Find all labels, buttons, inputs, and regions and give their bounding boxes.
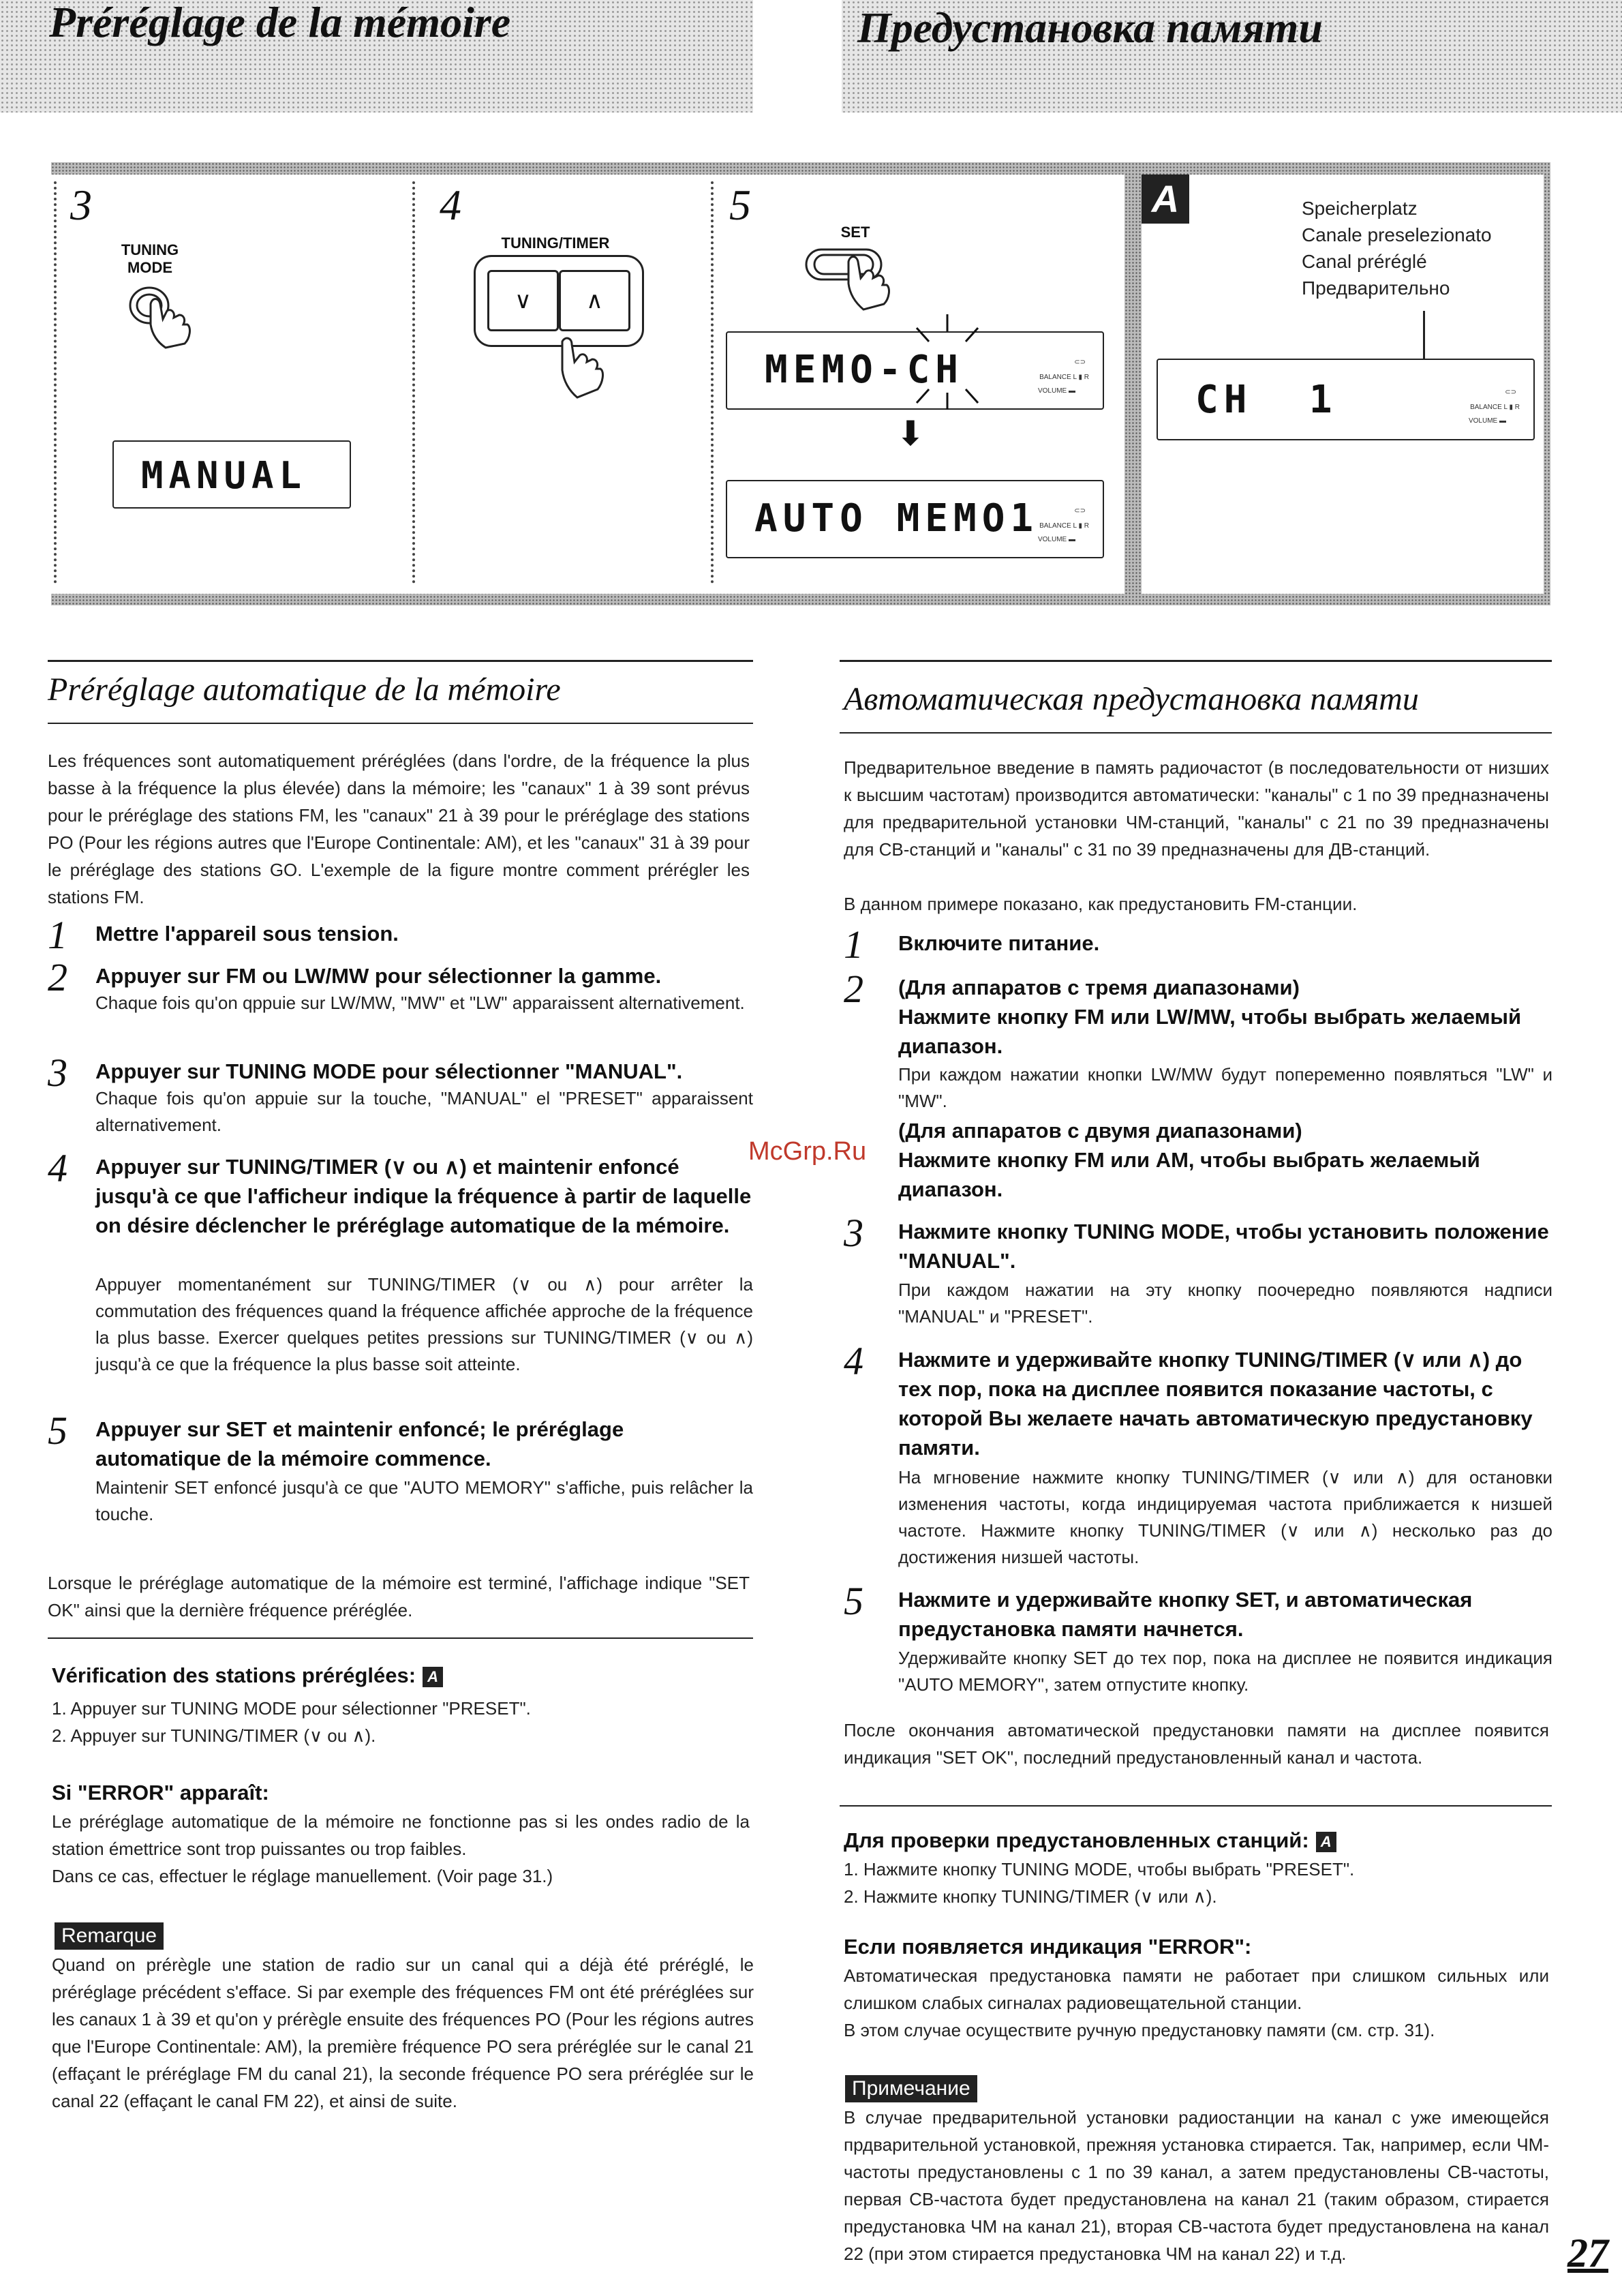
blink-rays-icon (903, 311, 992, 413)
tuning-timer-down-button[interactable] (487, 270, 559, 331)
chevron-down-icon: ∨ (515, 288, 532, 314)
illustration-panel (51, 162, 1550, 605)
lcd-volume: VOLUME ▬ (1037, 387, 1075, 395)
fr-step-4-sub: Appuyer momentanément sur TUNING/TIMER (∨ ou ∧) pour arrêter la commutation des fréquences quand la fréquence affichée approche de la fréquence la plus basse. Exercer quelques petites pressions sur TUNING/TIMER (∨ ou ∧) jusqu'à ce que la fréquence la plus basse soit atteinte. (95, 1274, 753, 1374)
chevron-up-icon: ∧ (586, 288, 603, 314)
panel-a-label-2: Canal préréglé (1302, 251, 1427, 272)
fr-note: Quand on prérègle une station de radio sur un canal qui a déjà été préréglé, le préréglage précédent s'efface. Si par exemple des fréquences FM ont été préréglées sur les canaux 1 à 39 et qu'on y prérègle ensuite des fréquences PO (Pour les régions autres que l'Europe Continentale: AM), la première fréquence PO sera préréglée sur le canal 21 (effaçant le préréglage FM du canal 21), la seconde fréquence PO sera préréglée sur le canal 22 (effaçant le canal FM 22), et ainsi de suite. (52, 1954, 754, 2111)
ru-after: После окончания автоматической предустановки памяти на дисплее появится индикация "SET OK", последний предустановленный канал и частота. (844, 1720, 1549, 1768)
ru-verif-heading (844, 1828, 1336, 1853)
fr-step-4-num: 4 (48, 1146, 67, 1190)
lcd-volume: VOLUME ▬ (1037, 536, 1075, 543)
watermark: McGrp.Ru (748, 1137, 867, 1166)
ru-rule-2 (840, 1805, 1552, 1807)
fr-section-heading: Préréglage automatique de la mémoire (48, 671, 561, 708)
lcd-icon: ⊂⊃ (1074, 507, 1086, 515)
lcd-balance: BALANCE L ▮ R (1039, 522, 1089, 530)
ru-error-heading: Если появляется индикация "ERROR": (844, 1935, 1252, 1959)
ru-note-heading: Примечание (845, 2075, 977, 2102)
fr-verif-2: 2. Appuyer sur TUNING/TIMER (∨ ou ∧). (52, 1725, 376, 1746)
ru-step-4-sub: На мгновение нажмите кнопку TUNING/TIMER (∨ или ∧) для остановки изменения частоты, когда индицируемая частота приближается к низшей частоте. Нажмите кнопку TUNING/TIMER (∨ или ∧) несколько раз до достижения низшей частоты. (898, 1467, 1552, 1567)
ru-step-3-text: Нажмите кнопку TUNING MODE, чтобы установить положение "MANUAL". (898, 1220, 1549, 1273)
ru-top-rule (840, 660, 1552, 662)
ru-step-3-sub: При каждом нажатии на эту кнопку поочередно появляются надписи "MANUAL" и "PRESET". (898, 1280, 1552, 1327)
fr-intro: Les fréquences sont automatiquement préréglées (dans l'ordre, de la fréquence la plus basse à la fréquence la plus élevée) dans la mémoire; les "canaux" 1 à 39 sont prévus pour le préréglage des stations FM, les "canaux" 21 à 39 pour le préréglage des stations PO (Pour les régions autres que l'Europe Continentale: AM), et les "canaux" 31 à 39 pour le préréglage des stations GO. L'exemple de la figure montre comment prérégler les stations FM. (48, 751, 750, 907)
fr-rule-2 (48, 1637, 753, 1639)
ru-step-2-text-b: Нажмите кнопку FM или LW/MW, чтобы выбрать желаемый диапазон. (898, 1005, 1522, 1058)
fr-step-4-text: Appuyer sur TUNING/TIMER (∨ ou ∧) et maintenir enfoncé jusqu'à ce que l'afficheur indique la fréquence à partir de laquelle on désire déclencher le préréglage automatique de la mémoire. (95, 1155, 752, 1237)
ru-step-2-text-c: (Для аппаратов с двумя диапазонами) (898, 1119, 1302, 1143)
ru-verif-2: 2. Нажмите кнопку TUNING/TIMER (∨ или ∧). (844, 1886, 1217, 1907)
lcd-step3-text: MANUAL (141, 454, 307, 497)
fr-step-5-num: 5 (48, 1408, 67, 1453)
lcd-panel-a (1157, 359, 1535, 440)
ru-step-5-num: 5 (844, 1579, 863, 1623)
set-label: SET (840, 224, 870, 241)
fr-step-2-num: 2 (48, 955, 67, 999)
fr-step-5-text: Appuyer sur SET et maintenir enfoncé; le préréglage automatique de la mémoire commence. (95, 1417, 624, 1470)
panel-a-label-1: Canale preselezionato (1302, 224, 1492, 245)
ru-step-1-text: Включите питание. (898, 931, 1100, 955)
ru-verif-heading-text: Для проверки предустановленных станций: (844, 1828, 1309, 1852)
fr-step-1-num: 1 (48, 913, 67, 957)
lcd-volume: VOLUME ▬ (1468, 417, 1506, 425)
ru-verif-1: 1. Нажмите кнопку TUNING MODE, чтобы выбрать "PRESET". (844, 1859, 1355, 1879)
steps-area (51, 175, 1124, 594)
tuning-mode-button-hand[interactable] (125, 277, 200, 352)
ru-step-4-text: Нажмите и удерживайте кнопку TUNING/TIMER (∨ или ∧) до тех пор, пока на дисплее появится показание частоты, с которой Вы желаете начать автоматическую предустановку памяти. (898, 1348, 1533, 1460)
fr-verif-heading (52, 1663, 443, 1688)
fr-error-heading: Si "ERROR" apparaît: (52, 1781, 269, 1804)
lcd-icon: ⊂⊃ (1074, 359, 1086, 366)
ru-heading-rule (840, 732, 1552, 734)
panel-a (1142, 175, 1544, 594)
ru-error-2: В этом случае осуществите ручную предустановку памяти (см. стр. 31). (844, 2020, 1435, 2040)
fr-step-2-text: Appuyer sur FM ou LW/MW pour sélectionner la gamme. (95, 964, 662, 988)
panel-a-label-3: Предварительно (1302, 277, 1450, 299)
page-title-fr: Préréglage de la mémoire (49, 0, 511, 46)
fr-step-3-sub: Chaque fois qu'on appuie sur la touche, "MANUAL" el "PRESET" apparaissent alternativement. (95, 1088, 753, 1135)
ru-step-2-num: 2 (844, 967, 863, 1011)
ru-intro-2: В данном примере показано, как предустановить FM-станции. (844, 894, 1358, 914)
ru-step-5-text: Нажмите и удерживайте кнопку SET, и автоматическая предустановка памяти начнется. (898, 1588, 1473, 1641)
tuning-timer-up-button[interactable] (559, 270, 630, 331)
set-button-hand[interactable] (801, 243, 923, 318)
fr-step-1-text: Mettre l'appareil sous tension. (95, 922, 399, 946)
arrow-down-icon: ⬇ (896, 414, 925, 453)
ru-step-2-sub: При каждом нажатии кнопки LW/MW будут попеременно появляться "LW" и "MW". (898, 1064, 1552, 1111)
fr-error-2: Dans ce cas, effectuer le réglage manuellement. (Voir page 31.) (52, 1866, 553, 1886)
tuning-mode-label: TUNING MODE (121, 241, 179, 276)
fr-after: Lorsque le préréglage automatique de la mémoire est terminé, l'affichage indique "SET OK" ainsi que la dernière fréquence préréglée. (48, 1573, 750, 1620)
ru-verif-badge: A (1316, 1832, 1336, 1852)
lcd-balance: BALANCE L ▮ R (1039, 374, 1089, 381)
fr-verif-badge: A (423, 1667, 443, 1687)
fr-heading-rule (48, 723, 753, 724)
panel-a-label-0: Speicherplatz (1302, 198, 1418, 219)
fr-step-3-num: 3 (48, 1051, 67, 1095)
lcd-step5-memo-text: MEMO-CH (765, 348, 964, 392)
step-5-number: 5 (729, 181, 751, 229)
page-number: 27 (1567, 2231, 1608, 2276)
ru-intro: Предварительное введение в память радиочастот (в последовательности от низших к высшим частотам) производится автоматически: "каналы" с 1 по 39 предназначены для предварительной установки ЧМ-станций, "каналы" с 21 по 39 предназначены для СВ-станций и "каналы" с 31 по 39 предназначены для ДВ-станций. (844, 757, 1549, 860)
fr-verif-1: 1. Appuyer sur TUNING MODE pour sélectionner "PRESET". (52, 1698, 531, 1719)
ru-note: В случае предварительной установки радиостанции на канал с уже имеющейся прдварительной установкой, прежняя установка стирается. Так, например, если ЧМ-частоты предустановлены с 1 по 39 канал, а затем предустановлены СВ-частоты, первая СВ-частота будет предустановлена на канал 21 (таким образом, стирается предустановка ЧМ на канал 21), вторая СВ-частота будет предустановлена на канал 22 (при этом стирается предустановка ЧМ на канал 22) и т.д. (844, 2107, 1549, 2264)
lcd-icon: ⊂⊃ (1505, 389, 1516, 396)
ru-step-4-num: 4 (844, 1339, 863, 1383)
lcd-panel-a-text: CH 1 (1195, 378, 1338, 422)
lcd-step5-auto-text: AUTO MEMO1 (754, 496, 1039, 541)
lcd-step3 (112, 440, 351, 509)
fr-step-5-sub: Maintenir SET enfoncé jusqu'à ce que "AUTO MEMORY" s'affiche, puis relâcher la touche. (95, 1477, 753, 1524)
hand-pressing-icon (549, 335, 624, 410)
lcd-step5-auto (726, 480, 1104, 558)
fr-step-2-sub: Chaque fois qu'on qppuie sur LW/MW, "MW" et "LW" apparaissent alternativement. (95, 993, 745, 1013)
ru-step-5-sub: Удерживайте кнопку SET до тех пор, пока на дисплее не появится индикация "AUTO MEMORY", затем отпустите кнопку. (898, 1648, 1552, 1695)
ru-step-3-num: 3 (844, 1211, 863, 1255)
ru-step-2-text-a: (Для аппаратов с тремя диапазонами) (898, 976, 1300, 999)
fr-verif-heading-text: Vérification des stations préréglées: (52, 1663, 416, 1687)
ru-step-1-num: 1 (844, 922, 863, 967)
step-3-number: 3 (70, 181, 92, 229)
fr-note-heading: Remarque (55, 1922, 164, 1950)
fr-error: Le préréglage automatique de la mémoire ne fonctionne pas si les ondes radio de la station émettrice sont trop puissantes ou trop faibles. (52, 1811, 750, 1859)
step-4-number: 4 (440, 181, 461, 229)
ru-step-2-text-d: Нажмите кнопку FM или AM, чтобы выбрать желаемый диапазон. (898, 1148, 1480, 1201)
lcd-balance: BALANCE L ▮ R (1470, 404, 1520, 411)
ru-error: Автоматическая предустановка памяти не работает при слишком сильных или слишком слабых сигналах радиовещательной станции. (844, 1965, 1549, 2013)
tuning-timer-label: TUNING/TIMER (501, 235, 610, 252)
fr-top-rule (48, 660, 753, 662)
fr-step-3-text: Appuyer sur TUNING MODE pour sélectionner "MANUAL". (95, 1059, 683, 1083)
panel-a-badge: A (1142, 175, 1189, 224)
page-title-ru: Предустановка памяти (857, 3, 1323, 52)
ru-section-heading: Автоматическая предустановка памяти (844, 681, 1419, 717)
